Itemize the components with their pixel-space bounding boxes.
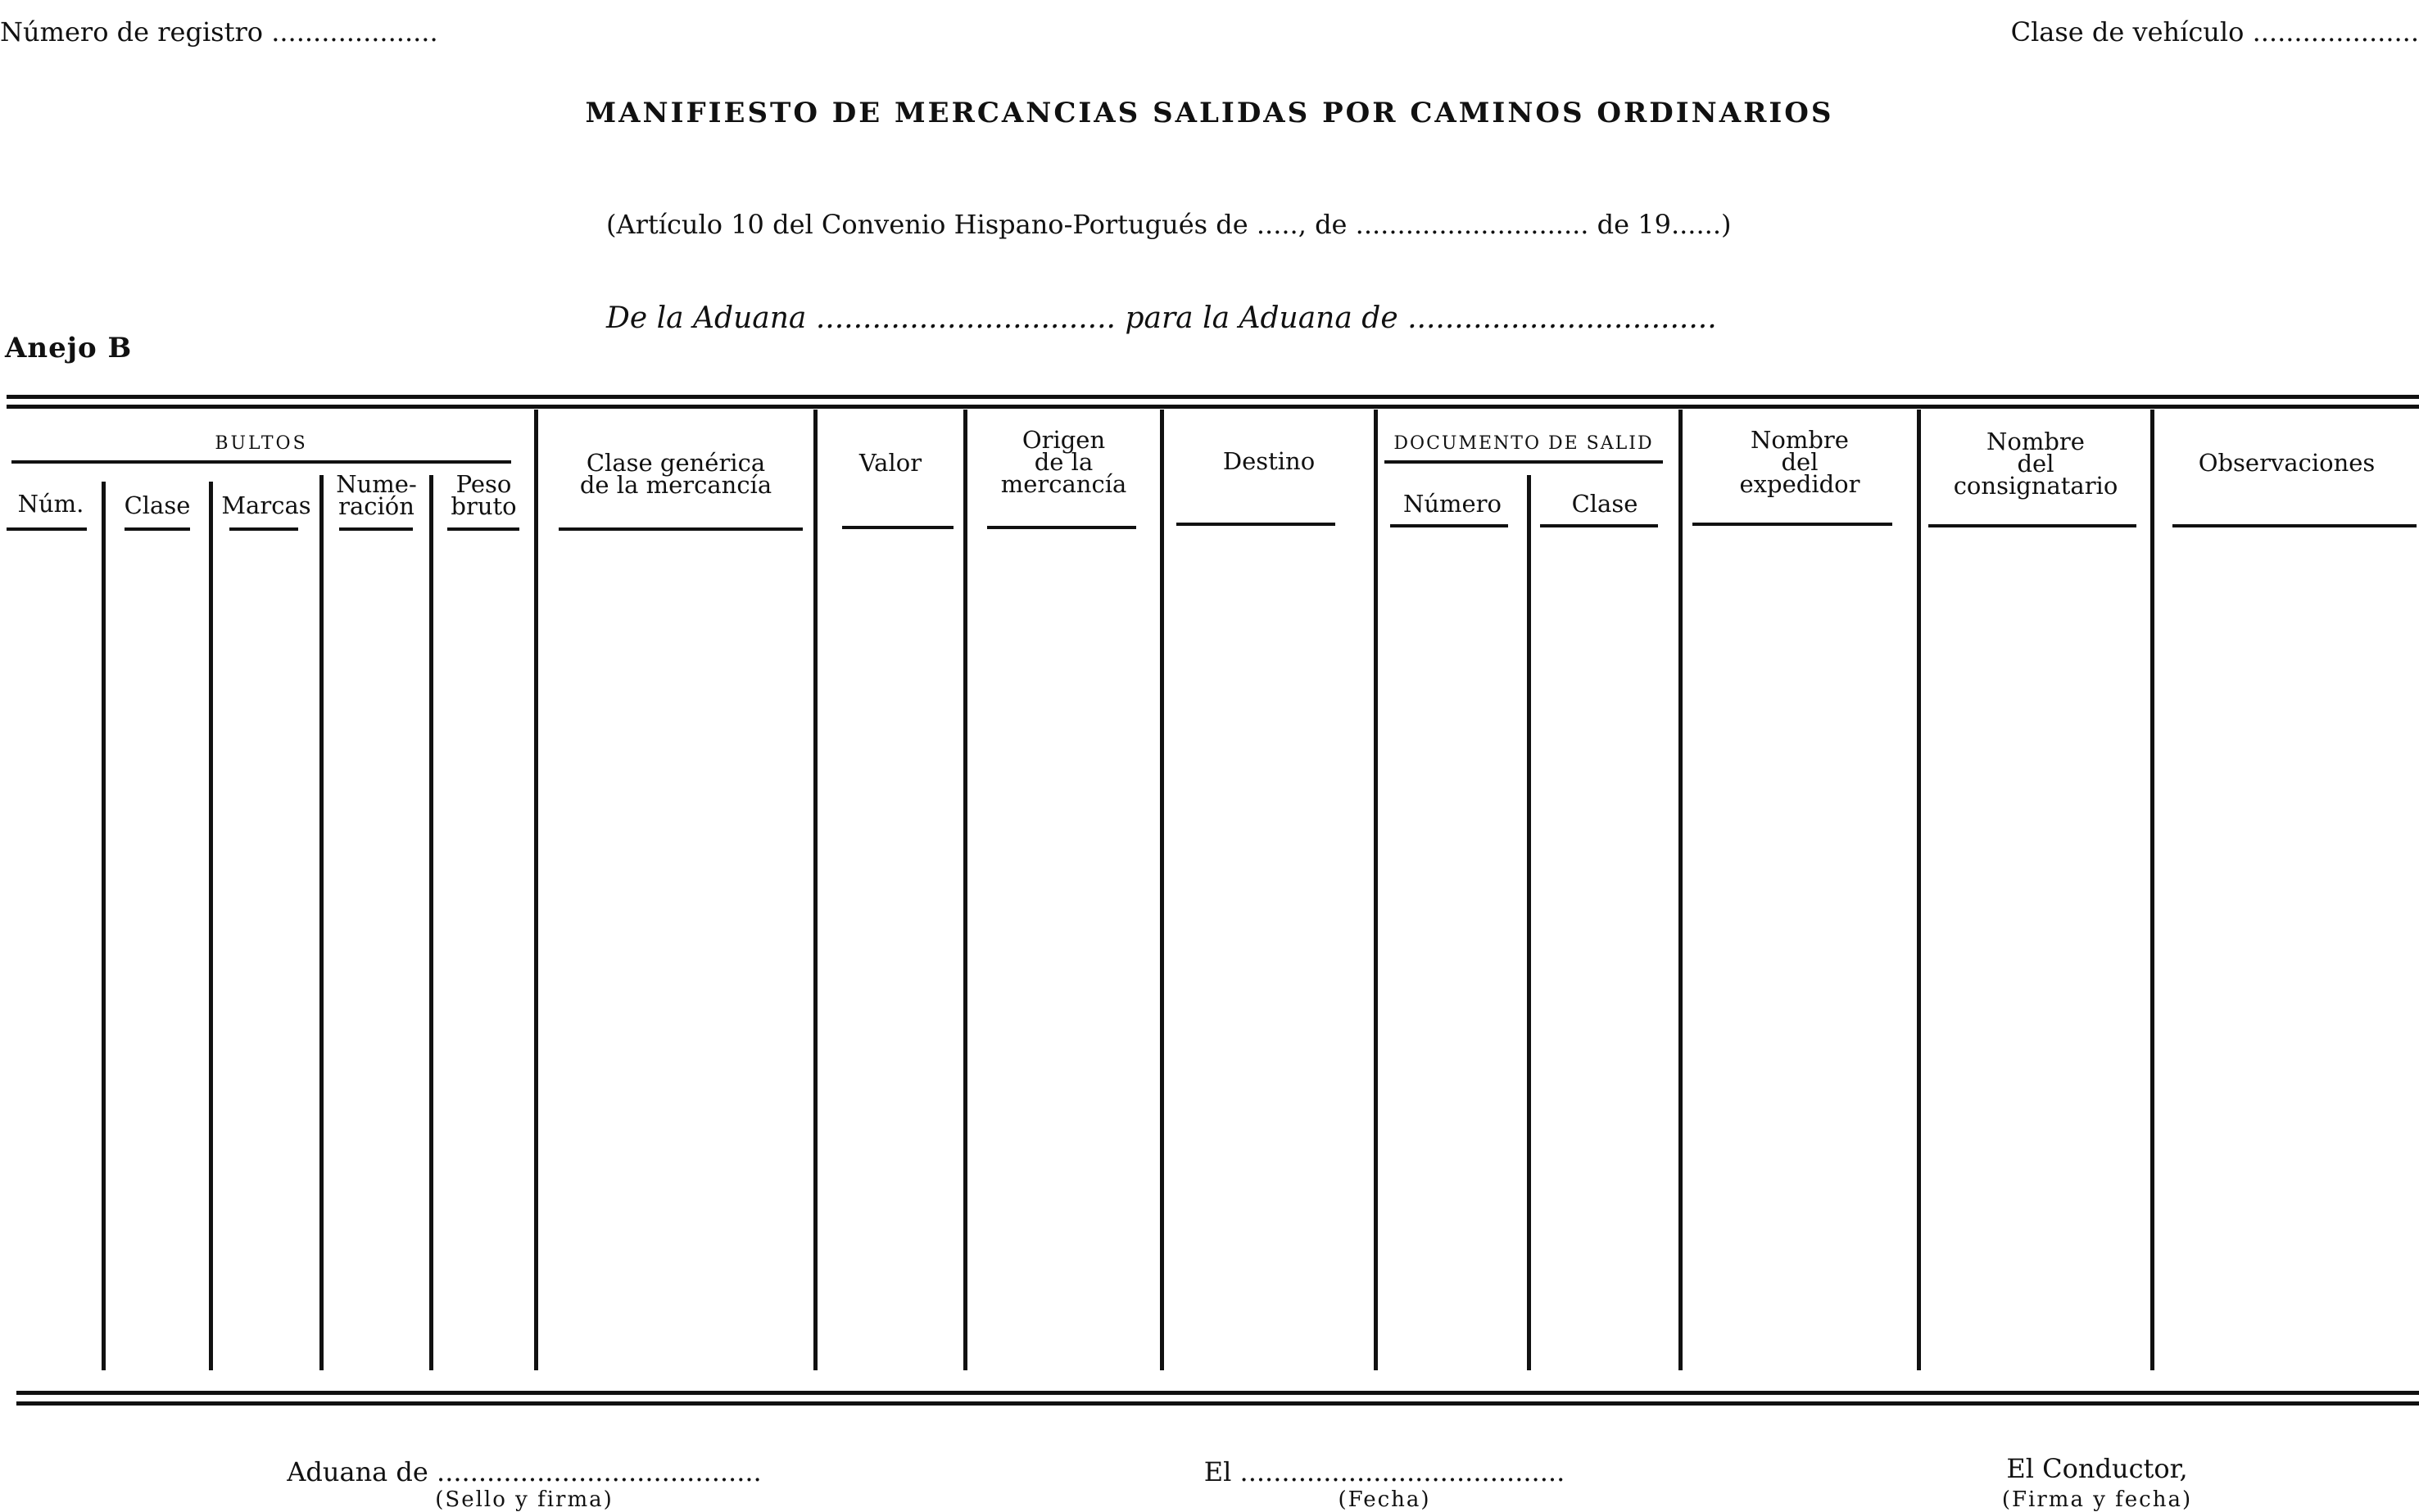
header-underline xyxy=(559,527,803,531)
header-underline xyxy=(987,526,1136,529)
header-underline xyxy=(229,527,298,531)
header-underline xyxy=(842,526,954,529)
header-underline xyxy=(447,527,519,531)
col-valor: Valor xyxy=(858,449,922,477)
col-doc-clase: Clase xyxy=(1571,490,1638,518)
col-numeracion xyxy=(324,470,429,520)
col-clase-generica-line1: Clase genérica xyxy=(586,449,766,477)
col-consignatario-line2: del xyxy=(2017,450,2054,478)
header-underline xyxy=(1540,524,1658,527)
col-expedidor-line1: Nombre xyxy=(1751,426,1849,454)
bottom-rule-2 xyxy=(16,1401,2419,1406)
header-underline xyxy=(1692,523,1892,526)
col-numeracion-line2: ración xyxy=(338,492,414,520)
header-underline xyxy=(1176,523,1335,526)
col-clase-generica-line2: de la mercancía xyxy=(579,471,772,499)
article-line: (Artículo 10 del Convenio Hispano-Portugués de ....., de ............................ de 19......) xyxy=(606,209,1732,240)
col-doc-numero: Número xyxy=(1402,490,1502,518)
col-divider xyxy=(319,475,324,1370)
col-consignatario xyxy=(1921,428,2150,500)
col-clase: Clase xyxy=(124,491,191,519)
col-peso xyxy=(433,470,534,520)
vehiculo-field: Clase de vehículo .................... xyxy=(2010,16,2419,48)
col-divider xyxy=(209,482,213,1370)
col-expedidor-line2: del xyxy=(1781,448,1819,476)
header-underline xyxy=(2172,524,2417,527)
header-underline xyxy=(1390,524,1508,527)
top-rule-2 xyxy=(7,405,2419,409)
col-divider xyxy=(102,482,106,1370)
aduana-line: De la Aduana ................................ para la Aduana de ................................. xyxy=(606,301,1717,335)
header-underline xyxy=(125,527,190,531)
header-underline xyxy=(7,527,87,531)
col-divider xyxy=(2150,410,2154,1370)
col-divider xyxy=(1678,410,1683,1370)
header-underline xyxy=(1928,524,2136,527)
col-marcas: Marcas xyxy=(221,491,311,519)
col-divider xyxy=(963,410,967,1370)
col-destino: Destino xyxy=(1222,447,1316,475)
footer-aduana: Aduana de ....................................... xyxy=(287,1456,762,1487)
col-consignatario-line3: consignatario xyxy=(1953,472,2118,500)
footer-fecha-sub: (Fecha) xyxy=(1338,1487,1431,1512)
col-observaciones: Observaciones xyxy=(2198,449,2376,477)
bultos-underline xyxy=(11,460,511,464)
col-origen-line2: de la xyxy=(1034,448,1094,476)
col-origen-line1: Origen xyxy=(1022,426,1106,454)
page-title: MANIFIESTO DE MERCANCIAS SALIDAS POR CAMINOS ORDINARIOS xyxy=(585,97,1834,129)
col-expedidor xyxy=(1683,426,1917,498)
top-rule-1 xyxy=(7,395,2419,399)
col-peso-line2: bruto xyxy=(451,492,517,520)
footer-conductor-sub: (Firma y fecha) xyxy=(2001,1487,2193,1512)
bultos-header: BULTOS xyxy=(215,433,308,454)
col-divider xyxy=(813,410,818,1370)
col-divider xyxy=(1917,410,1921,1370)
footer-aduana-sub: (Sello y firma) xyxy=(435,1487,614,1512)
col-clase-generica xyxy=(538,449,813,499)
anejo-label: Anejo B xyxy=(5,332,133,364)
documento-header: DOCUMENTO DE SALID xyxy=(1393,433,1654,454)
col-divider xyxy=(1160,410,1164,1370)
col-divider xyxy=(1374,410,1378,1370)
col-divider xyxy=(429,475,433,1370)
bottom-rule-1 xyxy=(16,1391,2419,1395)
registro-field: Número de registro .................... xyxy=(0,16,438,48)
col-origen-line3: mercancía xyxy=(1000,470,1127,498)
col-divider xyxy=(1527,475,1531,1370)
footer-fecha: El ....................................... xyxy=(1203,1456,1565,1487)
col-divider xyxy=(534,410,538,1370)
footer-conductor: El Conductor, xyxy=(2006,1453,2188,1484)
col-peso-line1: Peso xyxy=(455,470,512,498)
documento-underline xyxy=(1384,460,1663,464)
header-underline xyxy=(339,527,413,531)
col-expedidor-line3: expedidor xyxy=(1739,470,1860,498)
col-origen xyxy=(967,426,1160,498)
col-num: Núm. xyxy=(17,490,84,518)
col-consignatario-line1: Nombre xyxy=(1986,428,2085,455)
col-numeracion-line1: Nume- xyxy=(336,470,417,498)
